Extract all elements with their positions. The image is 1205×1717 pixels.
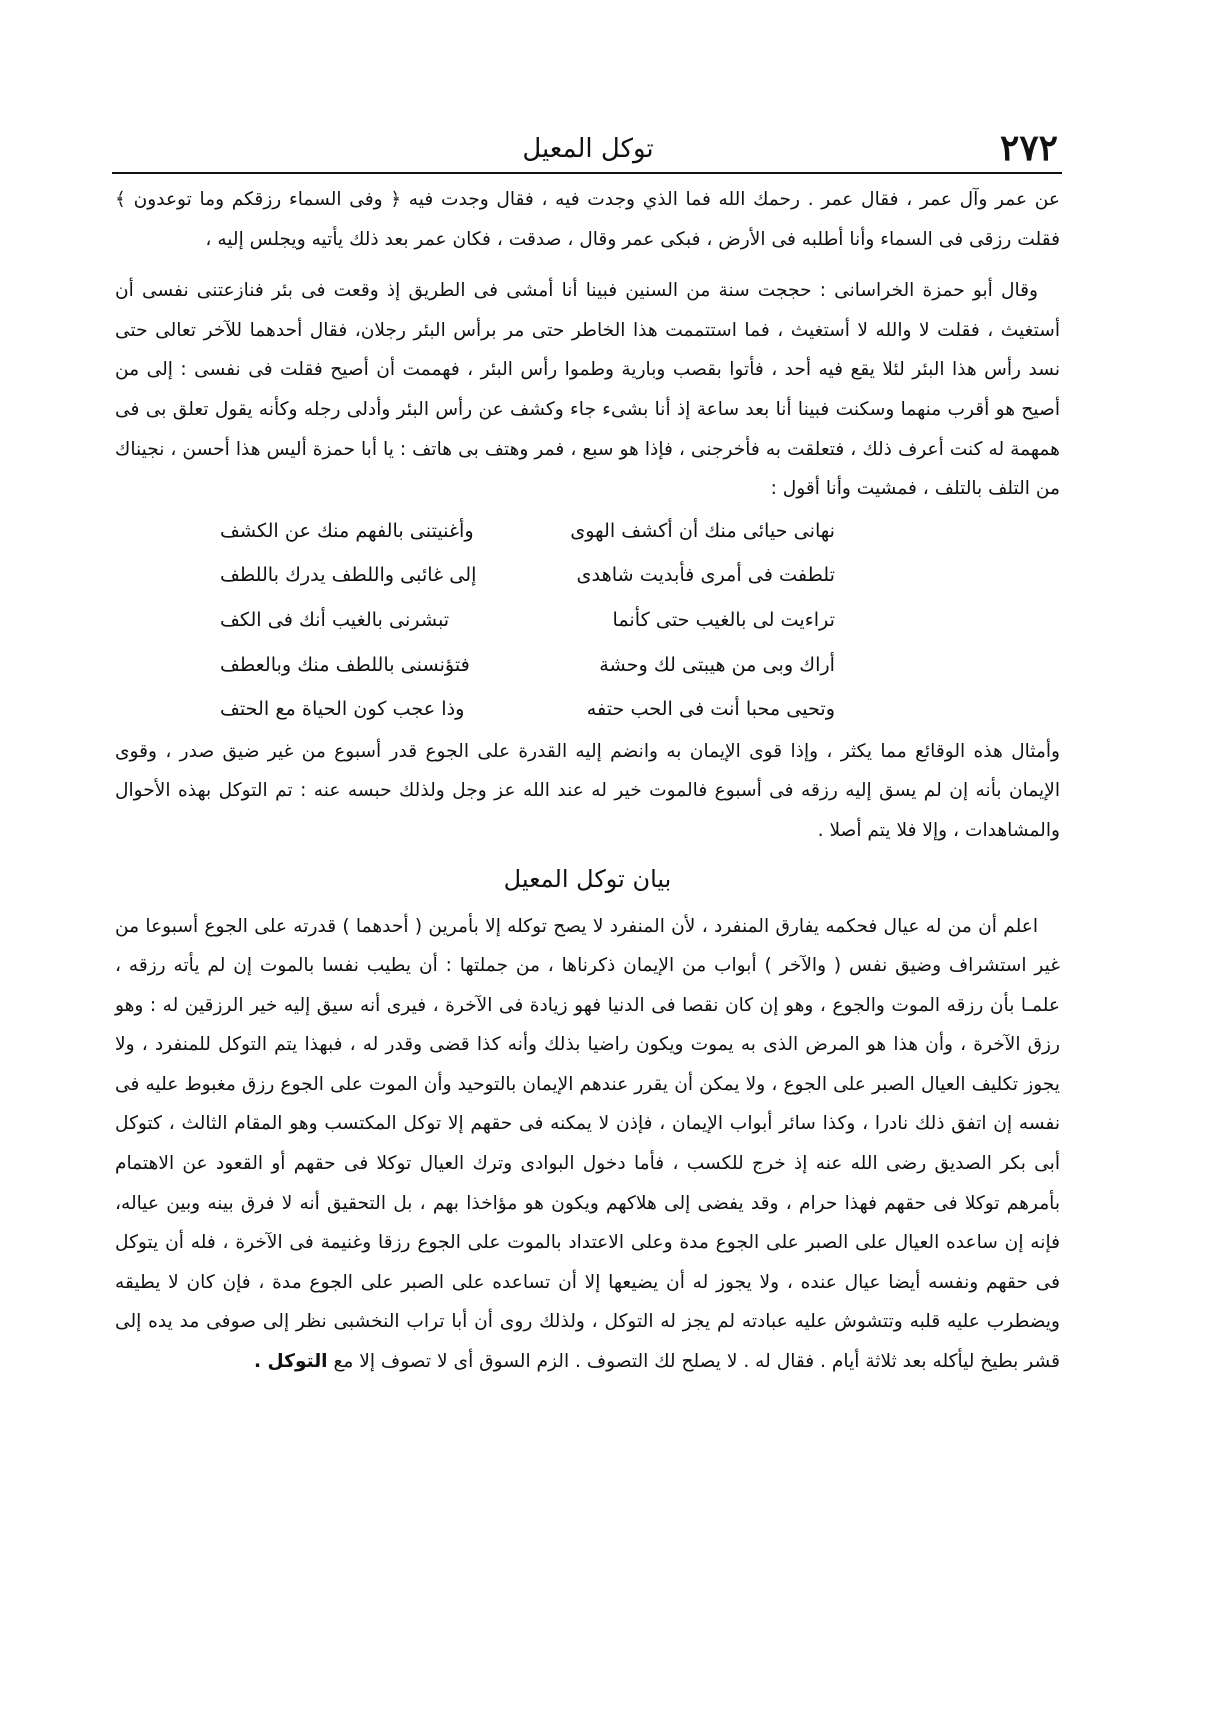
verse-first-half: تراءيت لى بالغيب حتى كأنما [612,607,835,631]
page-number: ٢٧٢ [999,127,1058,169]
paragraph-abu-hamza: وقال أبو حمزة الخراسانى : حججت سنة من السنين فبينا أنا أمشى فى الطريق إذ وقعت فى بئر فنازعتنى نفسى أن أستغيث ، فقلت لا والله لا أستغيث ، فما استتممت هذا الخاطر حتى مر برأس البئر رجلان، فقال أحدهما للآخر تعالى حتى نسد رأس هذا البئر لئلا يقع فيه أحد ، فأتوا بقصب وبارية وطموا رأس البئر ، فهممت أن أصيح فقلت فى نفسى : إلى من أصيح هو أقرب منهما وسكنت فبينا أنا بعد ساعة إذ أنا بشىء جاء وكشف عن رأس البئر وأدلى رجله وكأنه يقول تعلق بى فى همهمة له كنت أعرف ذلك ، فتعلقت به فأخرجنى ، فإذا هو سبع ، فمر وهتف بى هاتف : يا أبا حمزة أليس هذا أحسن ، نجيناك من التلف بالتلف ، فمشيت وأنا أقول : [115,280,1060,500]
running-title: توكل المعيل [522,134,654,164]
poem-verse [220,509,835,554]
verse-second-half: تبشرنى بالغيب أنك فى الكف [220,607,450,631]
verse-first-half: وتحيى محبا أنت فى الحب حتفه [586,697,835,721]
verse-first-half: تلطفت فى أمرى فأبديت شاهدى [576,563,835,587]
poem-verse [220,553,835,598]
paragraph-final-word: التوكل . [254,1351,328,1373]
verse-second-half: وأغنيتنى بالفهم منك عن الكشف [220,518,474,542]
header-rule [112,172,1062,174]
page-header [118,128,1058,172]
poem [220,509,835,732]
verse-second-half: إلى غائبى واللطف يدرك باللطف [220,563,477,587]
paragraph-gap [115,259,1060,271]
verse-first-half: نهانى حيائى منك أن أكشف الهوى [570,518,835,542]
paragraph-umar-story: عن عمر وآل عمر ، فقال عمر . رحمك الله فما الذي وجدت فيه ، فقال وجدت فيه ﴿ وفى السماء رزقكم وما توعدون ﴾ فقلت رزقى فى السماء وأنا أطلبه فى الأرض ، فبكى عمر وقال ، صدقت ، فكان عمر بعد ذلك يأتيه ويجلس إليه ، [115,189,1060,250]
main-text [115,180,1060,1382]
section-heading: بيان توكل المعيل [503,864,672,893]
paragraph-family-trust-text: اعلم أن من له عيال فحكمه يفارق المنفرد ، لأن المنفرد لا يصح توكله إلا بأمرين ( أحدهما ) قدرته على الجوع أسبوعا من غير استشراف وضيق نفس ( والآخر ) أبواب من الإيمان ذكرناها ، من جملتها : أن يطيب نفسا بالموت إن لم يأته رزقه ، علمـا بأن رزقه الموت والجوع ، وهو إن كان نقصا فى الدنيا فهو زيادة فى الآخرة ، فيرى أنه سيق إليه خير الرزقين له : وهو رزق الآخرة ، وأن هذا هو المرض الذى به يموت ويكون راضيا بذلك وأنه كذا قضى وقدر له ، فبهذا يتم التوكل للمنفرد ، ولا يجوز تكليف العيال الصبر على الجوع ، ولا يمكن أن يقرر عندهم الإيمان بالتوحيد وأن الموت على الجوع رزق مغبوط عليه فى نفسه إن اتفق ذلك نادرا ، وكذا سائر أبواب الإيمان ، فإذن لا يمكنه فى حقهم إلا توكل المكتسب وهو المقام الثالث ، كتوكل أبى بكر الصديق رضى الله عنه إذ خرج للكسب ، فأما دخول البوادى وترك العيال توكلا فى حقهم أو القعود عن الاهتمام بأمرهم توكلا فى حقهم فهذا حرام ، وقد يفضى إلى هلاكهم ويكون هو مؤاخذا بهم ، بل التحقيق أنه لا فرق بينه وبين عياله، فإنه إن ساعده العيال على الصبر على الجوع مدة وعلى الاعتداد بالموت على الجوع رزقا وغنيمة فى الآخرة ، فله أن يتوكل فى حقهم ونفسه أيضا عيال عنده ، ولا يجوز له أن يضيعها إلا أن تساعده على الصبر على الجوع مدة ، فإن كان لا يطيقه ويضطرب عليه قلبه وتتشوش عليه عبادته لم يجز له التوكل ، ولذلك روى أن أبا تراب النخشبى نظر إلى صوفى مد يده إلى قشر بطيخ ليأكله بعد ثلاثة أيام . فقال له . لا يصلح لك التصوف . الزم السوق أى لا تصوف إلا مع [115,915,1060,1373]
poem-verse [220,598,835,643]
poem-verse [220,687,835,732]
verse-second-half: فتؤنسنى باللطف منك وبالعطف [220,652,470,676]
verse-second-half: وذا عجب كون الحياة مع الحتف [220,697,465,721]
paragraph-conclusion: وأمثال هذه الوقائع مما يكثر ، وإذا قوى الإيمان به وانضم إليه القدرة على الجوع قدر أسبوع من غير ضيق صدر ، وقوى الإيمان بأنه إن لم يسق إليه رزقه فى أسبوع فالموت خير له عند الله عز وجل ولذلك حبسه عنه : تم التوكل بهذه الأحوال والمشاهدات ، وإلا فلا يتم أصلا . [115,740,1060,841]
paragraph-family-trust [115,907,1060,1382]
poem-verse [220,643,835,688]
verse-first-half: أراك وبى من هيبتى لك وحشة [599,652,835,676]
